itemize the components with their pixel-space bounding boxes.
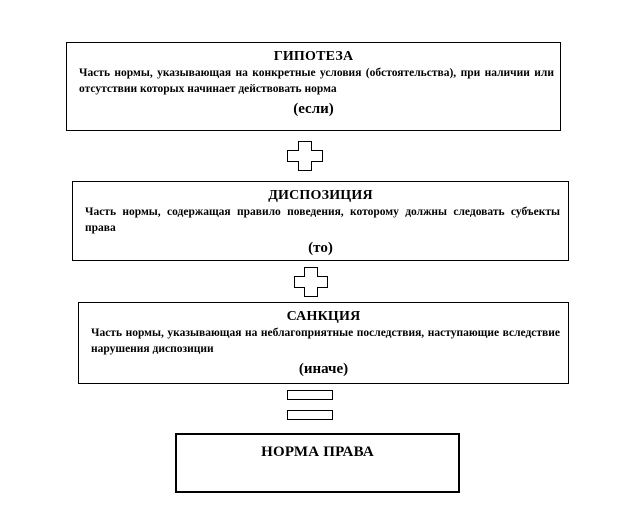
plus-icon [287, 141, 323, 171]
equals-bar-bottom [287, 410, 333, 420]
hypothesis-title: ГИПОТЕЗА [273, 49, 354, 64]
sanction-condition: (иначе) [298, 361, 349, 377]
plus-icon [294, 267, 328, 297]
legal-norm-title: НОРМА ПРАВА [261, 444, 374, 460]
sanction-title: САНКЦИЯ [286, 309, 361, 324]
legal-norm-box [175, 433, 460, 493]
disposition-text: Часть нормы, содержащая правило поведения, которому должны следовать субъекты права [85, 206, 560, 234]
disposition-title: ДИСПОЗИЦИЯ [268, 188, 373, 203]
equals-bar-top [287, 390, 333, 400]
hypothesis-box [66, 42, 561, 131]
sanction-box [78, 302, 569, 384]
sanction-text: Часть нормы, указывающая на неблагоприятные последствия, наступающие вследствие нарушения диспозиции [91, 327, 560, 355]
disposition-box [72, 181, 569, 261]
hypothesis-text: Часть нормы, указывающая на конкретные условия (обстоятельства), при наличии или отсутствии которых начинает действовать норма [79, 67, 554, 95]
disposition-condition: (то) [308, 240, 333, 256]
hypothesis-condition: (если) [293, 101, 334, 117]
